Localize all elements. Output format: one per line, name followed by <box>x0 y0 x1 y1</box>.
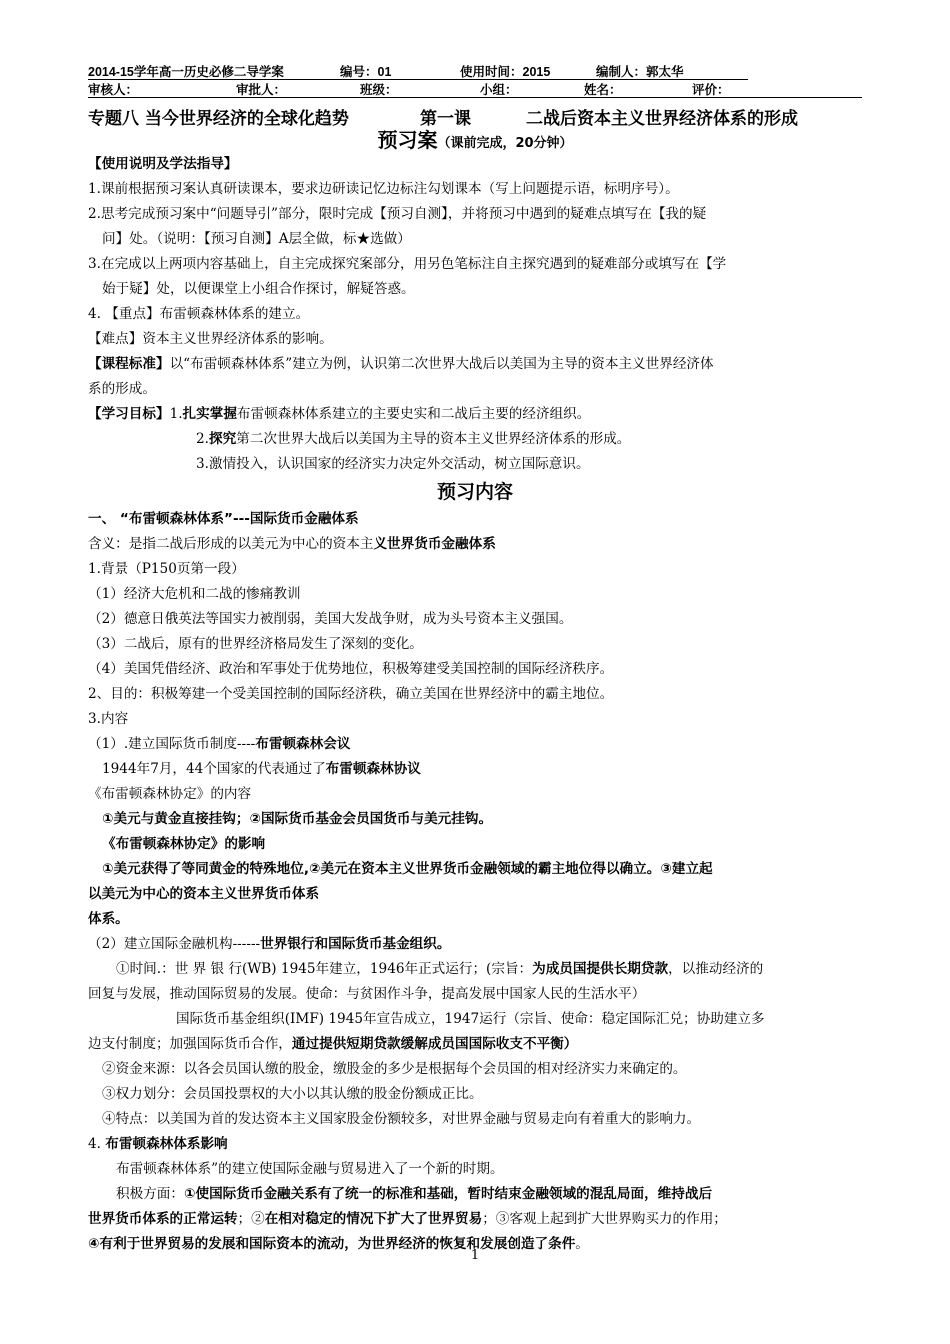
instruction-item-3: 3.在完成以上两项内容基础上，自主完成探究案部分，用另色笔标注自主探究遇到的疑难部分或填写在【学 <box>88 256 727 272</box>
standard-text: 以“布雷顿森林体系”建立为例，认识第二次世界大战后以美国为主导的资本主义世界经济体 <box>169 356 714 372</box>
wb-text-2: ，以推动经济的 <box>668 961 764 977</box>
course-standard <box>88 352 862 377</box>
positive-point-4: ④有利于世界贸易的发展和国际资本的流动，为世界经济的恢复和发展创造了条件 <box>88 1236 576 1252</box>
header-number: 编号：01 <box>340 65 392 79</box>
positive-line-1 <box>88 1182 862 1207</box>
goal-1-emphasis: 扎实掌握 <box>182 406 237 422</box>
conference-date <box>88 757 862 782</box>
page-number: 1 <box>470 1248 480 1263</box>
background-item-4: （4）美国凭借经济、政治和军事处于优势地位，积极筹建受美国控制的国际经济秩序。 <box>88 661 614 677</box>
header-course: 2014-15学年高一历史必修二导学案 <box>88 65 284 79</box>
wb-text-1: ①时间.：世 界 银 行(WB) 1945年建立，1946年正式运行；(宗旨： <box>116 961 533 977</box>
world-bank-line-2: 回复与发展，推动国际贸易的发展。使命：与贫困作斗争，提高发展中国家人民的生活水平） <box>88 986 646 1002</box>
section-4-heading: 布雷顿森林体系影响 <box>105 1136 228 1152</box>
standard-label: 【课程标准】 <box>88 356 170 372</box>
page-title <box>88 102 862 128</box>
content-item-2 <box>88 932 862 957</box>
header-approver: 审批人： <box>236 83 287 97</box>
instruction-item-1: 1.课前根据预习案认真研读课本，要求边研读记忆边标注勾划课本（写上问题提示语，标明序号）。 <box>88 181 679 197</box>
learning-goal-3: 3.激情投入，认识国家的经济实力决定外交活动，树立国际意识。 <box>196 456 590 472</box>
course-standard-cont: 系的形成。 <box>88 381 156 397</box>
positive-point-3: ；③客观上起到扩大世界购买力的作用； <box>482 1211 727 1227</box>
background-item-1: （1）经济大危机和二战的惨痛教训 <box>88 586 301 602</box>
agreement-points: ①美元与黄金直接挂钩；②国际货币基金会员国货币与美元挂钩。 <box>102 811 493 827</box>
content-item-1-emphasis: 布雷顿森林会议 <box>255 736 351 752</box>
content-title: 3.内容 <box>88 711 129 727</box>
goal-2-num: 2. <box>196 431 209 447</box>
instructions-heading: 【使用说明及学法指导】 <box>88 156 238 172</box>
positive-line-2 <box>88 1207 862 1232</box>
learning-goal-2 <box>88 427 862 452</box>
title-topic: 专题八 当今世界经济的全球化趋势 <box>88 109 349 129</box>
definition <box>88 532 862 557</box>
section-1-title: 一、 “布雷顿森林体系”---国际货币金融体系 <box>88 511 359 527</box>
header-author: 编制人：郭太华 <box>596 65 684 79</box>
background-item-2: （2）德意日俄英法等国实力被削弱，美国大发战争财，成为头号资本主义强国。 <box>88 611 573 627</box>
content-item-2-text: （2）建立国际金融机构------ <box>88 936 261 952</box>
conference-date-text: 1944年7月，44个国家的代表通过了 <box>102 761 326 777</box>
content-heading: 预习内容 <box>436 481 513 503</box>
key-point: 4. 【重点】布雷顿森林体系的建立。 <box>88 306 310 322</box>
header-line-2 <box>88 80 862 98</box>
difficult-point: 【难点】资本主义世界经济体系的影响。 <box>88 331 333 347</box>
goal-2-emphasis: 探究 <box>208 431 237 447</box>
background-item-3: （3）二战后，原有的世界经济格局发生了深刻的变化。 <box>88 636 423 652</box>
header-date: 使用时间：2015 <box>460 65 551 79</box>
fund-source: ②资金来源：以各会员国认缴的股金，缴股金的多少是根据每个会员国的相对经济实力来确定的。 <box>102 1061 687 1077</box>
section-4-title <box>88 1132 862 1157</box>
definition-text: 含义：是指二战后形成的以美元为中心的资本主 <box>88 536 374 552</box>
agreement-impact-title: 《布雷顿森林协定》的影响 <box>102 836 266 852</box>
positive-label: 积极方面： <box>116 1186 184 1202</box>
goal-1-text: 布雷顿森林体系建立的主要史实和二战后主要的经济组织。 <box>236 406 591 422</box>
header-class: 班级： <box>360 83 398 97</box>
title-name: 二战后资本主义世界经济体系的形成 <box>526 109 798 129</box>
content-item-1-text: （1）.建立国际货币制度---- <box>88 736 256 752</box>
positive-point-2: 在相对稳定的情况下扩大了世界贸易 <box>264 1211 483 1227</box>
imf-text: 边支付制度；加强国际货币合作， <box>88 1036 292 1052</box>
learning-goal-1 <box>88 402 862 427</box>
instruction-item-2-cont: 问】处。（说明：【预习自测】A层全做，标★选做） <box>102 231 411 247</box>
positive-end: 。 <box>575 1236 589 1252</box>
positive-point-1: ①使国际货币金融关系有了统一的标准和基础，暂时结束金融领域的混乱局面，维持战后 <box>183 1186 713 1202</box>
header-reviewer: 审核人： <box>88 83 139 97</box>
goal-2-text: 第二次世界大战后以美国为主导的资本主义世界经济体系的形成。 <box>236 431 631 447</box>
section-4-num: 4. <box>88 1136 106 1152</box>
subtitle-note: （课前完成，20分钟） <box>437 136 573 151</box>
header-group: 小组： <box>480 83 518 97</box>
header-evaluation: 评价： <box>692 83 730 97</box>
conference-date-emphasis: 布雷顿森林协议 <box>325 761 421 777</box>
positive-sep: ；② <box>237 1211 265 1227</box>
purpose: 2、目的：积极筹建一个受美国控制的国际经济秩，确立美国在世界经济中的霸主地位。 <box>88 686 614 702</box>
background-title: 1.背景（P150页第一段） <box>88 561 245 577</box>
page-subtitle <box>88 128 862 152</box>
goals-label: 【学习目标】 <box>88 406 170 422</box>
imf-line-1: 国际货币基金组织(IMF) 1945年宣告成立，1947运行（宗旨、使命：稳定国际汇兑；协助建立多 <box>176 1011 765 1027</box>
power-division: ③权力划分：会员国投票权的大小以其认缴的股金份额成正比。 <box>102 1086 483 1102</box>
section-4-intro: 布雷顿森林体系”的建立使国际金融与贸易进入了一个新的时期。 <box>116 1161 504 1177</box>
goal-1-num: 1. <box>169 406 183 422</box>
instruction-item-3-cont: 始于疑】处，以便课堂上小组合作探讨，解疑答惑。 <box>102 281 415 297</box>
content-item-1 <box>88 732 862 757</box>
definition-emphasis: 义世界货币金融体系 <box>373 536 496 552</box>
content-item-2-emphasis: 世界银行和国际货币基金组织。 <box>260 936 451 952</box>
imf-emphasis: 通过提供短期贷款缓解成员国国际收支不平衡） <box>291 1036 578 1052</box>
imf-line-2 <box>88 1032 862 1057</box>
positive-point-1-end: 世界货币体系的正常运转 <box>88 1211 238 1227</box>
feature: ④特点：以美国为首的发达资本主义国家股金份额较多，对世界金融与贸易走向有着重大的影响力。 <box>102 1111 701 1127</box>
agreement-impact-2: 以美元为中心的资本主义世界货币体系 <box>88 886 320 902</box>
agreement-impact-3: 体系。 <box>88 911 129 927</box>
header-name: 姓名： <box>584 83 622 97</box>
header-line-1 <box>88 62 748 80</box>
instruction-item-2: 2.思考完成预习案中“问题导引”部分，限时完成【预习自测】，并将预习中遇到的疑难点填写在【我的疑 <box>88 206 707 222</box>
world-bank-line-1 <box>88 957 862 982</box>
agreement-content-title: 《布雷顿森林协定》的内容 <box>88 786 252 802</box>
subtitle-main: 预习案 <box>377 128 438 152</box>
document-page <box>88 62 862 1257</box>
agreement-impact-1: ①美元获得了等同黄金的特殊地位,②美元在资本主义世界货币金融领域的霸主地位得以确立。③建立起 <box>102 861 713 877</box>
wb-emphasis: 为成员国提供长期贷款 <box>532 961 669 977</box>
title-lesson: 第一课 <box>420 109 471 129</box>
